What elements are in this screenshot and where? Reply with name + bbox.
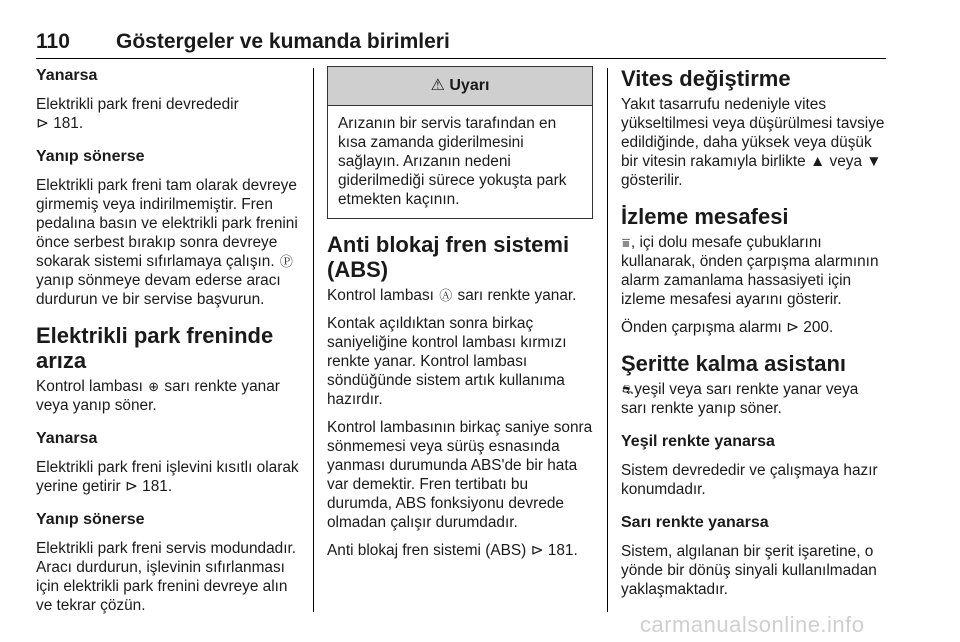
paragraph: Kontak açıldıktan sonra birkaç saniyeliğine kontrol lambası kırmızı renkte yanar. Kontrol lambası söndüğünde sistem artık kullanıma hazırdır. [327, 315, 567, 408]
page-header [36, 30, 886, 60]
section-heading: Yeşil renkte yanarsa [621, 433, 775, 450]
parking-brake-icon: Ⓟ [279, 254, 293, 269]
column-divider-2 [607, 68, 608, 612]
paragraph: Kontrol lambası Ⓐ sarı renkte yanar. [327, 287, 577, 304]
section-title: Elektrikli park freninde arıza [36, 323, 274, 373]
section-heading: Yanarsa [36, 67, 98, 84]
section-heading: Yanıp sönerse [36, 511, 145, 528]
column-1 [36, 66, 302, 615]
warning-title: Uyarı [449, 77, 490, 94]
section-heading: Sarı renkte yanarsa [621, 514, 769, 531]
page-ref-arrow-icon: ⊳ [36, 115, 49, 132]
section-title: Vites değiştirme [621, 66, 791, 91]
paragraph: Yakıt tasarrufu nedeniyle vites yükseltilmesi veya düşürülmesi tavsiye edildiğinde, daha yüksek veya düşük bir vitesin rakamıyla birlikte ▲ veya ▼ gösterilir. [621, 96, 885, 189]
paragraph: Elektrikli park freni işlevini kısıtlı olarak yerine getirir ⊳ 181. [36, 459, 299, 495]
paragraph: ⩸, içi dolu mesafe çubuklarını kullanarak, önden çarpışma alarmının alarm zamanlama hassasiyeti için izleme mesafesi ayarını gösterir. [621, 234, 879, 308]
section-title: Şeritte kalma asistanı [621, 351, 847, 376]
page-ref: 181. [142, 478, 173, 495]
paragraph: Önden çarpışma alarmı ⊳ 200. [621, 319, 834, 336]
paragraph: Anti blokaj fren sistemi (ABS) ⊳ 181. [327, 542, 578, 559]
page-ref-arrow-icon: ⊳ [124, 478, 138, 495]
lane-keep-assist-icon: ⛐ [622, 382, 634, 397]
paragraph: Elektrikli park freni servis modundadır. Aracı durdurun, işlevinin sıfırlanması için elektrikli park frenini devreye alın ve tekrar çözün. [36, 540, 297, 614]
page-ref: 181. [547, 542, 578, 559]
column-3 [621, 66, 887, 599]
paragraph: Sistem devrededir ve çalışmaya hazır konumdadır. [621, 462, 878, 498]
paragraph: Kontrol lambası ⊕ sarı renkte yanar veya yanıp söner. [36, 378, 280, 414]
page-ref: 181. [53, 115, 84, 132]
paragraph: Kontrol lambasının birkaç saniye sonra sönmemesi veya sürüş esnasında yanması durumunda ABS'de bir hata var demektir. Fren tertibatı bu durumda, ABS fonksiyonu devrede olmadan çalışır durumdadır. [327, 419, 593, 531]
column-divider-1 [313, 68, 314, 612]
page-ref-arrow-icon: ⊳ [786, 319, 800, 336]
warning-text: Arızanın bir servis tarafından en kısa zamanda giderilmesini sağlayın. Arızanın nedeni giderilmediği sürece yokuşta park etmekten kaçının. [338, 115, 567, 208]
parking-brake-fault-icon: ⊕ [148, 379, 160, 394]
section-heading: Yanıp sönerse [36, 148, 145, 165]
paragraph: Elektrikli park freni tam olarak devreye girmemiş veya indirilmemiştir. Fren pedalına basın ve elektrikli park frenini önce serbest bırakıp sonra devreye sokarak sistemi sıfırlamaya çalışın. Ⓟ yanıp sönmeye devam ederse aracı durdurun ve bir servise başvurun. [36, 177, 298, 308]
page-ref-arrow-icon: ⊳ [530, 542, 544, 559]
header-rule [36, 58, 886, 59]
warning-icon: ⚠ [430, 77, 445, 94]
paragraph: ⛐yeşil veya sarı renkte yanar veya sarı renkte yanıp söner. [621, 381, 859, 417]
section-title: İzleme mesafesi [621, 204, 789, 229]
column-2 [327, 66, 593, 560]
abs-icon: Ⓐ [439, 288, 453, 303]
page-ref: 200. [803, 319, 834, 336]
following-distance-icon: ⩸ [622, 235, 630, 250]
page-title: Göstergeler ve kumanda birimleri [116, 30, 450, 53]
warning-box [327, 66, 593, 219]
paragraph: Sistem, algılanan bir şerit işaretine, o yönde bir dönüş sinyali kullanılmadan yaklaşmaktadır. [621, 543, 877, 598]
paragraph: Elektrikli park freni devrededir ⊳ 181. [36, 96, 239, 132]
warning-header [328, 67, 592, 106]
watermark: carmanualsonline.info [640, 612, 865, 637]
page-number: 110 [36, 30, 70, 53]
section-heading: Yanarsa [36, 430, 98, 447]
section-title: Anti blokaj fren sistemi (ABS) [327, 232, 570, 282]
